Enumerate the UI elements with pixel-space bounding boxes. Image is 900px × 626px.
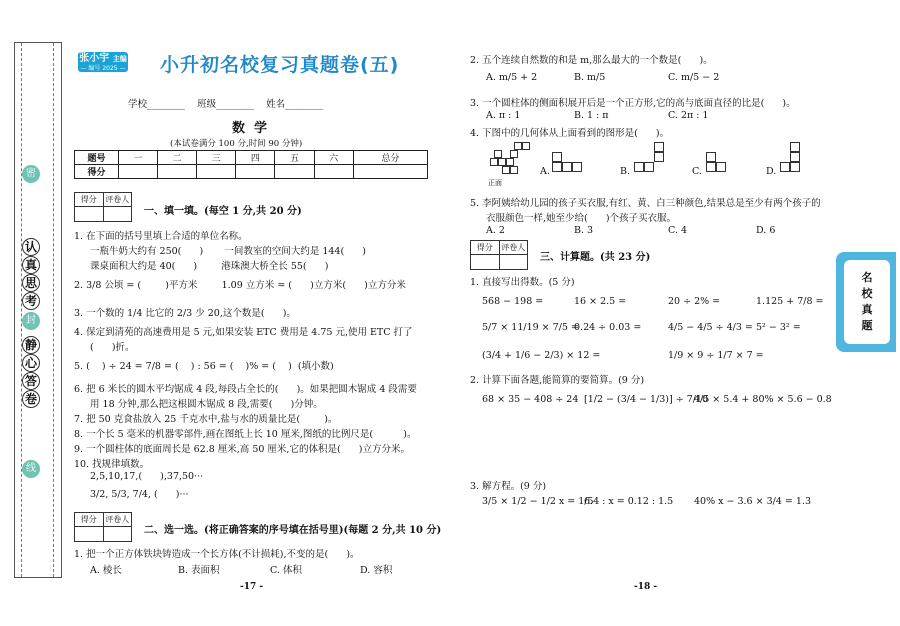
- seal-badge: 封: [22, 312, 40, 330]
- option-b[interactable]: B. 表面积: [178, 565, 220, 576]
- option-a[interactable]: A. 2: [486, 225, 505, 236]
- question-text: 用 18 分钟,那么把这根圆木锯成 8 段,需要( )分钟。: [90, 399, 323, 410]
- table-row: [75, 151, 428, 165]
- option-b[interactable]: B. m/5: [574, 72, 606, 83]
- side-tab-char: 校: [861, 287, 873, 300]
- score-table: [74, 150, 428, 179]
- question-text: 3. 解方程。(9 分): [470, 481, 547, 492]
- grader-box: 得分 评卷人: [74, 512, 132, 542]
- cut-line-right: [53, 43, 54, 577]
- calc-item: 20 ÷ 2% =: [668, 296, 721, 307]
- option-a[interactable]: A.: [540, 166, 550, 177]
- grader-box: 得分 评卷人: [470, 240, 528, 270]
- option-a[interactable]: A. m/5 + 2: [486, 72, 538, 83]
- seal-badge: 线: [22, 460, 40, 478]
- question-text: 衣服颜色一样,她至少给( )个孩子买衣服。: [486, 213, 677, 224]
- calc-item: 1/9 × 9 ÷ 1/7 × 7 =: [668, 350, 764, 361]
- page-number: -18 -: [634, 582, 658, 592]
- question-text: 5. 李阿姨给幼儿园的孩子买衣服,有红、黄、白三种颜色,结果总是至少有两个孩子的: [470, 198, 821, 209]
- option-b[interactable]: B. 1 : π: [574, 110, 609, 121]
- binding-char: 考: [22, 292, 40, 310]
- side-tab: [836, 252, 896, 352]
- question-text: 3. 一个数的 1/4 比它的 2/3 少 20,这个数是( )。: [74, 308, 296, 319]
- section-heading: 一、填一填。(每空 1 分,共 20 分): [144, 206, 302, 217]
- score-cell[interactable]: [353, 165, 427, 179]
- option-d[interactable]: D.: [766, 166, 777, 177]
- calc-item: 3/5 × 1/2 − 1/2 x = 1/5: [482, 496, 594, 507]
- calc-item: 68 × 35 − 408 ÷ 24: [482, 394, 579, 405]
- question-text: 2. 五个连续自然数的和是 m,那么最大的一个数是( )。: [470, 55, 713, 66]
- calc-item: 0.24 ÷ 0.03 =: [574, 322, 642, 333]
- question-text: 1. 把一个正方体铁块铸造成一个长方体(不计损耗),不变的是( )。: [74, 549, 360, 560]
- seal-badge: 密: [22, 165, 40, 183]
- question-text: 7. 把 50 克食盐放入 25 千克水中,盐与水的质量比是( )。: [74, 414, 338, 425]
- question-text: 9. 一个圆柱体的底面周长是 62.8 厘米,高 50 厘米,它的体积是( )立方分米。: [74, 444, 410, 455]
- binding-char: 真: [22, 256, 40, 274]
- option-a[interactable]: A. 棱长: [90, 565, 122, 576]
- score-cell[interactable]: [119, 165, 158, 179]
- question-text: 8. 一个长 5 毫米的机器零部件,画在图纸上长 10 厘米,图纸的比例尺是( )。: [74, 429, 417, 440]
- option-c[interactable]: C. 体积: [270, 565, 302, 576]
- brand-logo: 张小宇 主编 — 编号 2025 —: [79, 53, 127, 72]
- question-text: ( )折。: [90, 342, 135, 353]
- calc-item: 4/5 × 5.4 + 80% × 5.6 − 0.8: [694, 394, 832, 405]
- page-number: -17 -: [240, 582, 264, 592]
- question-text: 课桌面积大约是 40( ) 港珠澳大桥全长 55( ): [90, 261, 329, 272]
- calc-item: 6.4 : x = 0.12 : 1.5: [584, 496, 674, 507]
- binding-char: 心: [22, 354, 40, 372]
- table-cell: 四: [236, 151, 275, 165]
- question-text: 4. 下图中的几何体从上面看到的图形是( )。: [470, 128, 670, 139]
- binding-char: 答: [22, 372, 40, 390]
- binding-strip: [14, 42, 62, 578]
- score-cell[interactable]: [158, 165, 197, 179]
- table-cell: 二: [158, 151, 197, 165]
- option-c[interactable]: C. m/5 − 2: [668, 72, 720, 83]
- option-c[interactable]: C. 2π : 1: [668, 110, 709, 121]
- table-cell: 一: [119, 151, 158, 165]
- question-text: 1. 直接写出得数。(5 分): [470, 277, 575, 288]
- question-text: 3/2, 5/3, 7/4, ( )···: [90, 489, 189, 500]
- question-text: 5. ( ) ÷ 24 = 7/8 = ( ) : 56 = ( )% = ( ) (填小数): [74, 361, 334, 372]
- side-tab-char: 题: [861, 319, 873, 332]
- question-text: 3. 一个圆柱体的侧面积展开后是一个正方形,它的高与底面直径的比是( )。: [470, 98, 796, 109]
- cut-line-left: [21, 43, 22, 577]
- figure-caption: 正面: [488, 179, 502, 187]
- option-b[interactable]: B. 3: [574, 225, 594, 236]
- table-cell: 五: [275, 151, 314, 165]
- binding-char: 卷: [22, 390, 40, 408]
- side-tab-char: 真: [861, 303, 873, 316]
- option-d[interactable]: D. 6: [756, 225, 776, 236]
- grader-box: 得分 评卷人: [74, 192, 132, 222]
- table-cell: 得分: [75, 165, 119, 179]
- question-text: 一瓶牛奶大约有 250( ) 一间教室的空间大约是 144( ): [90, 246, 367, 257]
- calc-item: 5/7 × 11/19 × 7/5 =: [482, 322, 579, 333]
- calc-item: 1.125 + 7/8 =: [756, 296, 824, 307]
- question-text: 2. 3/8 公顷 = ( )平方米 1.09 立方米 = ( )立方米( )立方分米: [74, 280, 406, 291]
- binding-char: 思: [22, 274, 40, 292]
- calc-item: [1/2 − (3/4 − 1/3)] ÷ 7/10: [584, 394, 709, 405]
- subject-title: 数 学: [232, 121, 268, 136]
- calc-item: 5² − 3² =: [756, 322, 801, 333]
- option-d[interactable]: D. 容积: [360, 565, 393, 576]
- question-text: 2. 计算下面各题,能简算的要简算。(9 分): [470, 375, 645, 386]
- option-b[interactable]: B.: [620, 166, 631, 177]
- student-info-line: 学校________ 班级________ 姓名________: [128, 99, 324, 110]
- table-cell: 总分: [353, 151, 427, 165]
- section-heading: 三、计算题。(共 23 分): [540, 252, 651, 263]
- calc-item: (3/4 + 1/6 − 2/3) × 12 =: [482, 350, 601, 361]
- option-a[interactable]: A. π : 1: [486, 110, 521, 121]
- calc-item: 40% x − 3.6 × 3/4 = 1.3: [694, 496, 811, 507]
- question-text: 4. 保定到清苑的高速费用是 5 元,如果安装 ETC 费用是 4.75 元,使用 ETC 打了: [74, 327, 413, 338]
- table-row: [75, 165, 428, 179]
- table-cell: 题号: [75, 151, 119, 165]
- question-text: 10. 找规律填数。: [74, 459, 150, 470]
- question-text: 2,5,10,17,( ),37,50···: [90, 471, 204, 482]
- option-c[interactable]: C. 4: [668, 225, 688, 236]
- option-c[interactable]: C.: [692, 166, 702, 177]
- exam-note: (本试卷满分 100 分,时间 90 分钟): [170, 139, 303, 149]
- side-tab-char: 名: [861, 271, 873, 284]
- score-cell[interactable]: [236, 165, 275, 179]
- question-text: 6. 把 6 米长的圆木平均锯成 4 段,每段占全长的( )。如果把圆木锯成 4 段需要: [74, 384, 417, 395]
- score-cell[interactable]: [275, 165, 314, 179]
- calc-item: 568 − 198 =: [482, 296, 544, 307]
- calc-item: 16 × 2.5 =: [574, 296, 627, 307]
- score-cell[interactable]: [197, 165, 236, 179]
- binding-char: 静: [22, 336, 40, 354]
- question-text: 1. 在下面的括号里填上合适的单位名称。: [74, 231, 248, 242]
- calc-item: 4/5 − 4/5 ÷ 4/3 =: [668, 322, 753, 333]
- section-heading: 二、选一选。(将正确答案的序号填在括号里)(每题 2 分,共 10 分): [144, 525, 442, 536]
- page-title: 小升初名校复习真题卷(五): [160, 54, 400, 76]
- score-cell[interactable]: [314, 165, 353, 179]
- binding-char: 认: [22, 238, 40, 256]
- table-cell: 三: [197, 151, 236, 165]
- table-cell: 六: [314, 151, 353, 165]
